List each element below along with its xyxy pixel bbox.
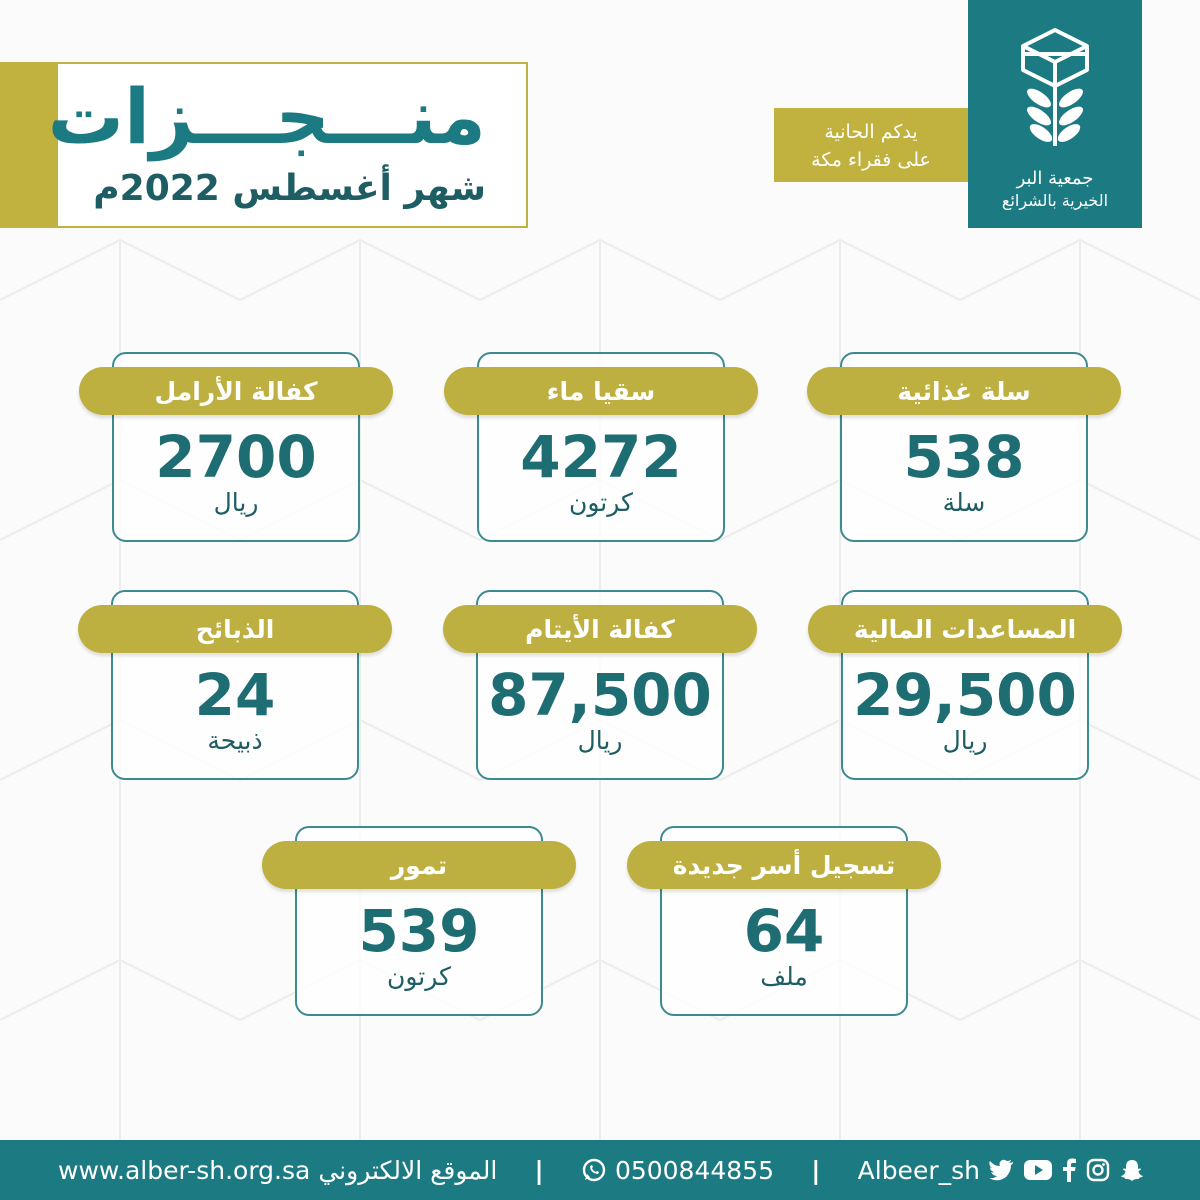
stat-value: 29,500 [853, 661, 1077, 729]
stat-card-financial-aid [841, 590, 1089, 780]
stat-label: كفالة الأرامل [79, 367, 393, 415]
whatsapp-icon [581, 1157, 607, 1183]
stat-value: 24 [194, 661, 276, 729]
social-handle[interactable]: Albeer_sh [857, 1155, 980, 1185]
stat-unit: ريال [577, 726, 623, 755]
facebook-icon[interactable] [1062, 1158, 1076, 1182]
stat-unit: سلة [942, 488, 986, 517]
stat-value: 539 [358, 897, 480, 965]
snapchat-icon[interactable] [1120, 1158, 1144, 1182]
stat-unit: كرتون [569, 488, 633, 517]
org-logo [968, 0, 1142, 228]
phone-group [581, 1156, 774, 1185]
stat-value: 538 [903, 423, 1025, 491]
stat-unit: ريال [213, 488, 259, 517]
title-box [47, 62, 528, 228]
stat-unit: ملف [760, 962, 808, 991]
slogan-box [774, 108, 968, 182]
stat-label: كفالة الأيتام [443, 605, 757, 653]
stat-unit: ذبيحة [207, 726, 263, 755]
website-link[interactable]: www.alber-sh.org.sa [58, 1155, 311, 1185]
stat-label: المساعدات المالية [808, 605, 1122, 653]
stat-value: 2700 [155, 423, 317, 491]
stat-value: 4272 [520, 423, 682, 491]
stat-label: سلة غذائية [807, 367, 1121, 415]
stat-card-orphans [476, 590, 724, 780]
stat-label: تسجيل أسر جديدة [627, 841, 941, 889]
stat-value: 87,500 [488, 661, 712, 729]
twitter-icon[interactable] [988, 1159, 1014, 1181]
phone-number[interactable]: 0500844855 [614, 1155, 774, 1185]
website-label: الموقع الالكتروني [318, 1155, 498, 1185]
stat-label: الذبائح [78, 605, 392, 653]
footer-divider: | [534, 1155, 544, 1185]
page-title: منـــجـــزات [47, 72, 486, 161]
slogan-line-1: يدكم الحانية [824, 121, 918, 143]
stat-label: سقيا ماء [444, 367, 758, 415]
org-name-line-2: الخيرية بالشرائع [1001, 191, 1109, 210]
website-group [58, 1156, 497, 1185]
stat-value: 64 [743, 897, 825, 965]
stat-card-dates [295, 826, 543, 1016]
kaaba-wheat-logo-icon [1015, 26, 1095, 150]
stat-unit: كرتون [387, 962, 451, 991]
stat-card-widows [112, 352, 360, 542]
stat-card-water [477, 352, 725, 542]
instagram-icon[interactable] [1086, 1158, 1110, 1182]
stat-card-new-families [660, 826, 908, 1016]
stat-label: تمور [262, 841, 576, 889]
stat-card-food-baskets [840, 352, 1088, 542]
footer-bar [0, 1140, 1200, 1200]
social-group [858, 1156, 1144, 1185]
slogan-line-2: على فقراء مكة [811, 149, 931, 171]
org-name-line-1: جمعية البر [1016, 168, 1094, 189]
footer-divider: | [811, 1155, 821, 1185]
stat-card-sacrifices [111, 590, 359, 780]
youtube-icon[interactable] [1024, 1160, 1052, 1180]
stat-unit: ريال [942, 726, 988, 755]
page-subtitle: شهر أغسطس 2022م [93, 168, 486, 209]
